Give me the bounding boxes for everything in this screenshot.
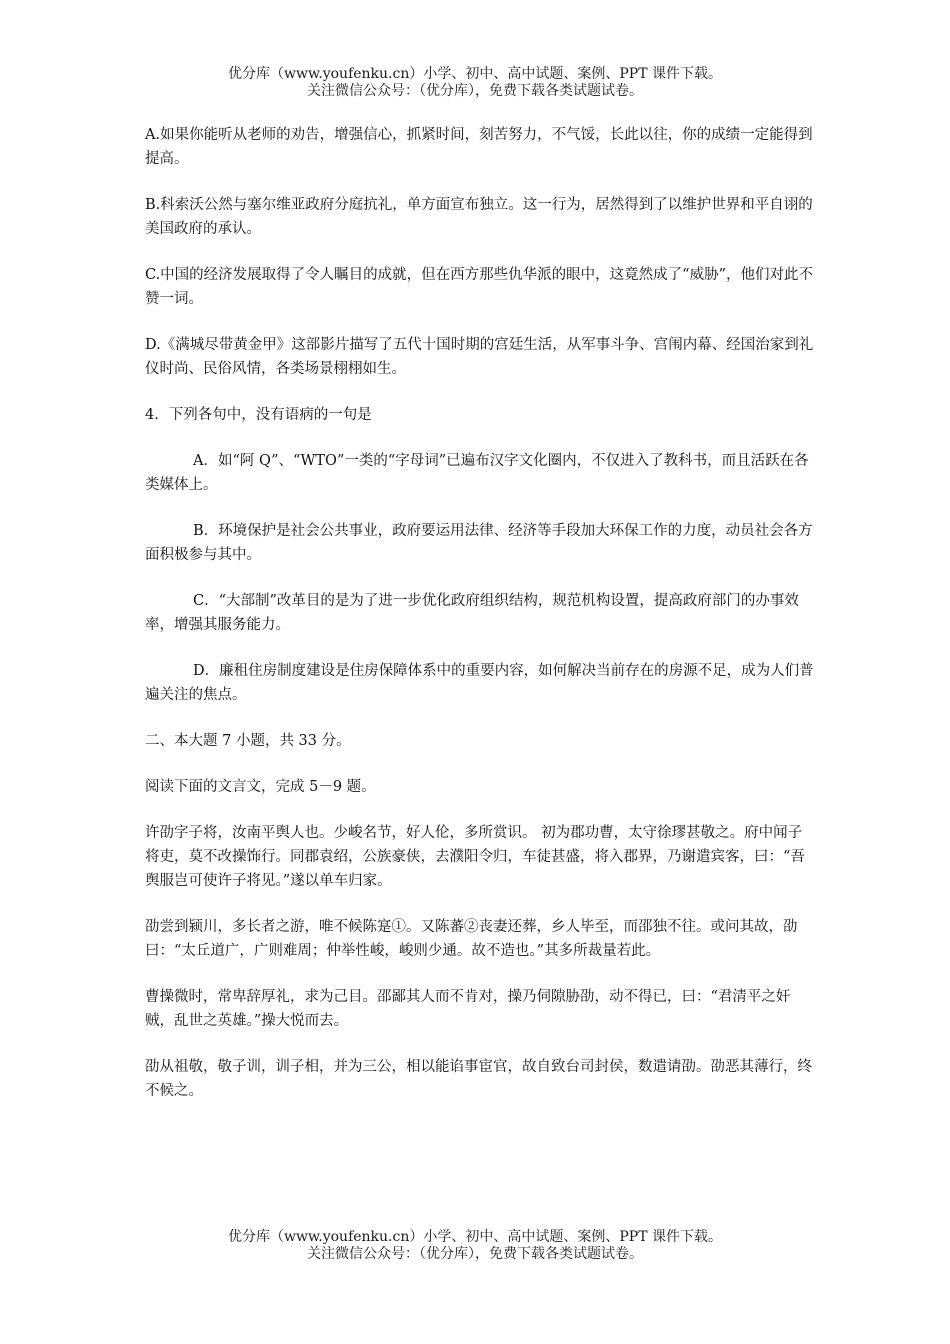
q3-option-d: D.《满城尽带黄金甲》这部影片描写了五代十国时期的宫廷生活，从军事斗争、宫闱内幕、经国治家到礼仪时尚、民俗风情，各类场景栩栩如生。: [145, 337, 814, 377]
section-two-heading: 二、本大题 7 小题，共 33 分。: [145, 733, 351, 749]
q4-stem: 4．下列各句中，没有语病的一句是: [145, 407, 372, 423]
q3-option-a: A.如果你能听从老师的劝告，增强信心，抓紧时间，刻苦努力，不气馁，长此以往，你的成绩一定能得到提高。: [145, 127, 813, 167]
q4-option-a: A．如“阿 Q”、“WTO”一类的“字母词”已遍布汉字文化圈内，不仅进入了教科书，而且活跃在各类媒体上。: [145, 453, 809, 493]
header-line-1: 优分库（www.youfenku.cn）小学、初中、高中试题、案例、PPT 课件下载。: [227, 66, 722, 82]
q3-option-b: B.科索沃公然与塞尔维亚政府分庭抗礼，单方面宣布独立。这一行为，居然得到了以维护世界和平自诩的美国政府的承认。: [145, 197, 813, 237]
passage-paragraph-1: 许劭字子将，汝南平舆人也。少峻名节，好人伦，多所赏识。 初为郡功曹，太守徐璆甚敬之。府中闻子将吏，莫不改操饰行。同郡袁绍，公族豪侠，去濮阳令归，车徒甚盛，将入郡界，乃谢遣宾客，曰：“吾舆服岂可使许子将见。”遂以单车归家。: [145, 825, 805, 889]
passage-paragraph-4: 劭从祖敬，敬子训，训子相，并为三公，相以能谄事宦官，故自致台司封侯，数遣请劭。劭恶其薄行，终不候之。: [145, 1059, 812, 1099]
q4-option-c: C．“大部制”改革目的是为了进一步优化政府组织结构，规范机构设置，提高政府部门的办事效率，增强其服务能力。: [145, 593, 799, 633]
page-footer: [0, 1229, 950, 1263]
q4-option-b: B．环境保护是社会公共事业，政府要运用法律、经济等手段加大环保工作的力度，动员社会各方面积极参与其中。: [145, 523, 813, 563]
document-body: [145, 123, 815, 1125]
q3-option-c: C.中国的经济发展取得了令人瞩目的成就，但在西方那些仇华派的眼中，这竟然成了“威胁”，他们对此不赞一词。: [145, 267, 814, 307]
passage-paragraph-3: 曹操微时，常卑辞厚礼，求为己目。邵鄙其人而不肯对，操乃伺隙胁劭，动不得已，曰：“君清平之奸贼，乱世之英雄。”操大悦而去。: [145, 989, 791, 1029]
q4-option-d: D．廉租住房制度建设是住房保障体系中的重要内容，如何解决当前存在的房源不足，成为人们普遍关注的焦点。: [145, 663, 814, 703]
footer-line-1: 优分库（www.youfenku.cn）小学、初中、高中试题、案例、PPT 课件下载。: [227, 1229, 722, 1245]
passage-paragraph-2: 劭尝到颍川，多长者之游，唯不候陈寔①。又陈蕃②丧妻还葬，乡人毕至，而邵独不往。或问其故，劭曰：“太丘道广，广则难周；仲举性峻，峻则少通。故不造也。”其多所裁量若此。: [145, 919, 798, 959]
page-header: [0, 66, 950, 100]
footer-line-2: 关注微信公众号：（优分库），免费下载各类试题试卷。: [307, 1246, 643, 1262]
header-line-2: 关注微信公众号：（优分库），免费下载各类试题试卷。: [307, 83, 643, 99]
reading-instruction: 阅读下面的文言文，完成 5－9 题。: [145, 779, 376, 795]
